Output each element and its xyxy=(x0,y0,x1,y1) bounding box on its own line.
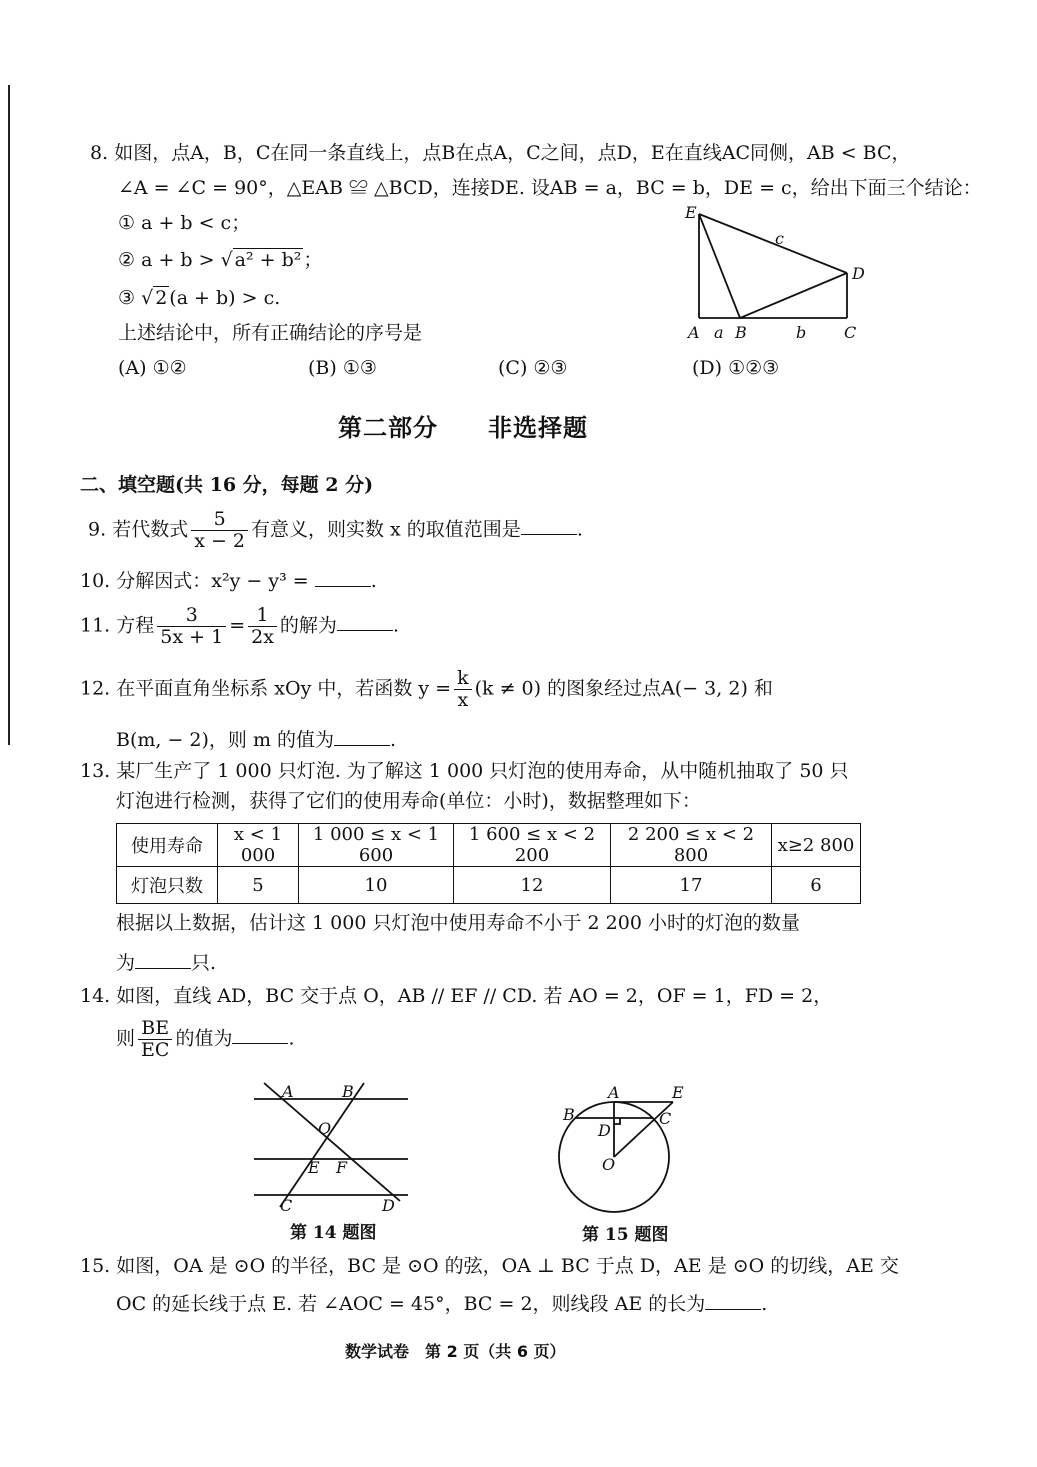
table-row xyxy=(117,824,861,867)
q15-label-a: A xyxy=(608,1083,620,1102)
q8-option-a: (A) ①② xyxy=(118,357,187,379)
table-cell: 17 xyxy=(611,867,772,904)
q14-label-o: O xyxy=(318,1119,332,1138)
table-header-cell: 2 200 ≤ x < 2 800 xyxy=(611,824,772,867)
q8-stem-line2: ∠A = ∠C = 90°，△EAB ≌ △BCD，连接DE. 设AB = a，BC = b，DE = c，给出下面三个结论： xyxy=(118,177,982,199)
q13-line2: 灯泡进行检测，获得了它们的使用寿命(单位：小时)，数据整理如下： xyxy=(116,790,701,812)
q15-line2: OC 的延长线于点 E. 若 ∠AOC = 45°，BC = 2，则线段 AE 的长为 . xyxy=(116,1293,768,1315)
q8-label-c-length: c xyxy=(775,229,784,248)
table-cell: 10 xyxy=(299,867,454,904)
q15-label-d: D xyxy=(598,1121,611,1140)
table-header-cell: x < 1 000 xyxy=(218,824,299,867)
q8-label-d: D xyxy=(852,264,865,283)
q8-line1 xyxy=(90,142,911,165)
q14-label-b: B xyxy=(342,1082,354,1101)
table-header-cell: 使用寿命 xyxy=(117,824,218,867)
q12-answer-blank[interactable] xyxy=(334,727,390,746)
table-cell: 12 xyxy=(454,867,611,904)
section2-heading: 二、填空题(共 16 分，每题 2 分) xyxy=(80,474,374,496)
q8-figure xyxy=(680,200,880,350)
q8-label-e: E xyxy=(685,203,697,222)
q15-line1: 15. 如图，OA 是 ⊙O 的半径，BC 是 ⊙O 的弦，OA ⊥ BC 于点 D，AE 是 ⊙O 的切线，AE 交 xyxy=(80,1255,899,1277)
q8-option-c: (C) ②③ xyxy=(498,357,568,379)
q14-figure-caption: 第 14 题图 xyxy=(290,1223,377,1243)
q8-label-b: B xyxy=(735,323,747,342)
q15-label-e: E xyxy=(672,1083,684,1102)
q10-answer-blank[interactable] xyxy=(315,568,371,587)
table-header-cell: x≥2 800 xyxy=(772,824,861,867)
q12-line2: B(m, − 2)，则 m 的值为 . xyxy=(116,729,397,751)
q13-data-table xyxy=(116,823,861,904)
q8-option-d: (D) ①②③ xyxy=(692,357,780,379)
q15-label-b: B xyxy=(563,1105,575,1124)
q8-conclusion-1: ① a + b < c； xyxy=(118,212,251,234)
table-cell: 灯泡只数 xyxy=(117,867,218,904)
q13-line1: 13. 某厂生产了 1 000 只灯泡. 为了解这 1 000 只灯泡的使用寿命，从中随机抽取了 50 只 xyxy=(80,760,849,782)
q11: 11. 方程 $\frac{3}{5x + 1}$ = $\frac{1}{2x}$ 的解为 . xyxy=(80,604,399,648)
q9: 9. 若代数式 $\frac{5}{x - 2}$ 有意义，则实数 x 的取值范围是 . xyxy=(88,508,583,552)
q14-line-bc xyxy=(280,1083,364,1207)
q15-label-o: O xyxy=(602,1155,616,1174)
table-cell: 6 xyxy=(772,867,861,904)
q8-conclusion-3: ③ √ 2 (a + b) > c. xyxy=(118,287,281,309)
q8-label-c: C xyxy=(844,323,857,342)
q15-answer-blank[interactable] xyxy=(705,1291,761,1310)
q15-figure-caption: 第 15 题图 xyxy=(582,1225,669,1245)
q8-label-b-length: b xyxy=(796,323,807,342)
table-row xyxy=(117,867,861,904)
q8-option-b: (B) ①③ xyxy=(308,357,377,379)
q13-line3: 根据以上数据，估计这 1 000 只灯泡中使用寿命不小于 2 200 小时的灯泡的数量 xyxy=(116,912,800,934)
q14-label-f: F xyxy=(336,1158,348,1177)
page-footer: 数学试卷 第 2 页（共 6 页） xyxy=(345,1342,566,1361)
q13-answer-blank[interactable] xyxy=(135,950,191,969)
q8-number: 8. xyxy=(90,142,109,164)
q12-line1: 12. 在平面直角坐标系 xOy 中，若函数 y = $\frac{k}{x}$ (k ≠ 0) 的图象经过点A(− 3, 2) 和 xyxy=(80,667,773,711)
q8-prompt: 上述结论中，所有正确结论的序号是 xyxy=(118,322,423,344)
q14-line1: 14. 如图，直线 AD，BC 交于点 O，AB // EF // CD. 若 AO = 2，OF = 1，FD = 2， xyxy=(80,985,833,1007)
q8-segment-ed xyxy=(699,214,847,273)
table-cell: 5 xyxy=(218,867,299,904)
q14-answer-blank[interactable] xyxy=(232,1025,288,1044)
q8-label-a-length: a xyxy=(714,323,724,342)
part2-title: 第二部分 非选择题 xyxy=(338,414,588,442)
q11-answer-blank[interactable] xyxy=(337,612,393,631)
q8-label-a: A xyxy=(688,323,700,342)
q8-segment-eb xyxy=(699,214,740,318)
q14-line2: 则 $\frac{BE}{EC}$ 的值为 . xyxy=(116,1017,295,1061)
q8-stem-line1: 如图，点A，B，C在同一条直线上，点B在点A，C之间，点D，E在直线AC同侧，AB < BC， xyxy=(114,142,911,164)
q15-label-c: C xyxy=(659,1109,672,1128)
q15-right-angle-mark xyxy=(614,1118,620,1124)
q14-label-d: D xyxy=(382,1196,395,1215)
q15-figure xyxy=(555,1078,695,1218)
q10: 10. 分解因式：x²y − y³ = . xyxy=(80,570,377,592)
table-header-cell: 1 000 ≤ x < 1 600 xyxy=(299,824,454,867)
table-header-cell: 1 600 ≤ x < 2 200 xyxy=(454,824,611,867)
q14-label-a: A xyxy=(282,1082,294,1101)
q8-conclusion-2: ② a + b > √ a² + b² ； xyxy=(118,249,323,271)
q14-label-e: E xyxy=(308,1158,320,1177)
q14-figure xyxy=(240,1075,420,1215)
q8-segment-bd xyxy=(740,273,847,318)
q14-label-c: C xyxy=(280,1196,293,1215)
q9-answer-blank[interactable] xyxy=(521,516,577,535)
binding-margin-line xyxy=(8,85,10,745)
q13-line4: 为 只. xyxy=(116,952,217,974)
